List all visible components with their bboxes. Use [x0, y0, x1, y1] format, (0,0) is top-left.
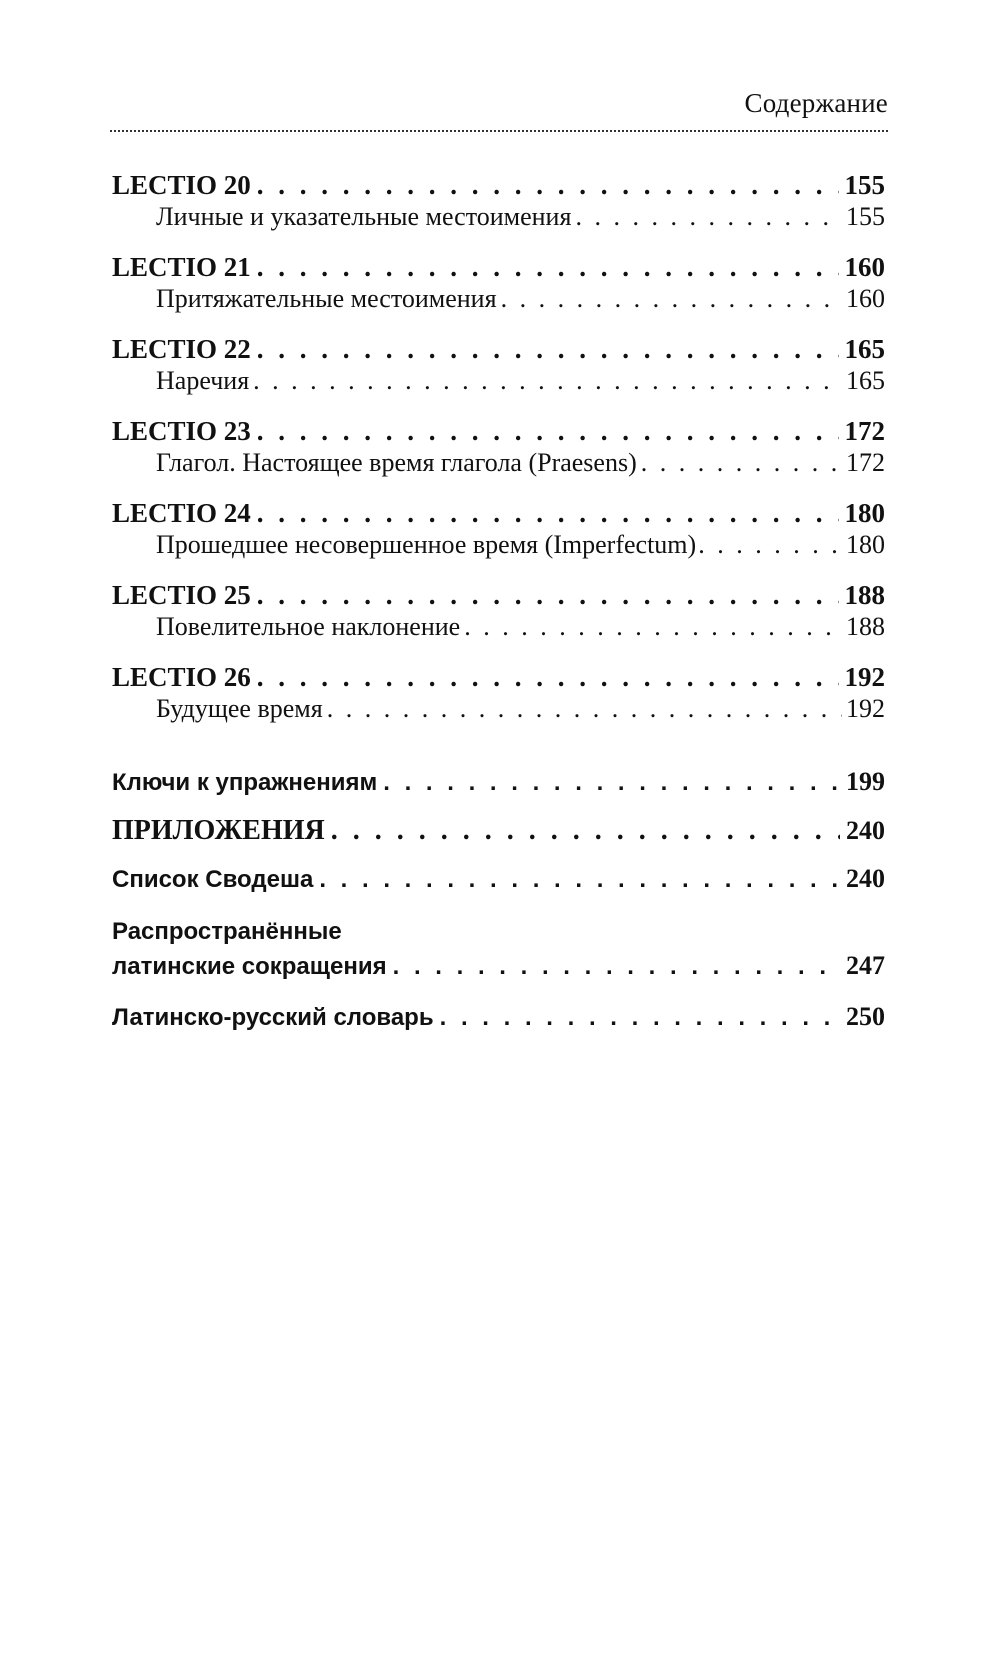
subentry-title: Наречия [156, 366, 250, 395]
toc-entry[interactable] [112, 662, 885, 693]
leader-dots [440, 1001, 840, 1035]
page-number: 188 [844, 580, 885, 610]
leader-dots [698, 529, 844, 561]
leader-dots [641, 447, 842, 479]
toc-entry-dictionary[interactable] [112, 1000, 885, 1035]
page-number: 247 [846, 951, 885, 980]
toc-subentry[interactable] [112, 693, 885, 725]
page-number: 160 [846, 284, 885, 313]
leader-dots [257, 498, 839, 529]
subentry-title: Прошедшее несовершенное время (Imperfectum) [156, 530, 697, 559]
entry-title: Латинско-русский словарь [112, 1004, 434, 1031]
entry-title: LECTIO 24 [112, 498, 251, 528]
toc-subentry[interactable] [112, 611, 885, 643]
page-number: 199 [846, 767, 885, 796]
leader-dots [319, 863, 840, 897]
page-number: 172 [846, 448, 885, 477]
toc-group-lectio-22 [112, 334, 885, 397]
leader-dots [257, 662, 839, 693]
leader-dots [575, 201, 842, 233]
subentry-title: Притяжательные местоимения [156, 284, 497, 313]
page-number: 165 [846, 366, 885, 395]
page-number: 240 [846, 816, 885, 845]
leader-dots [501, 283, 842, 315]
toc-entry[interactable] [112, 334, 885, 365]
toc-subentry[interactable] [112, 201, 885, 233]
subentry-title: Глагол. Настоящее время глагола (Praesens) [156, 448, 637, 477]
leader-dots [257, 252, 839, 283]
entry-title-line: Распространённые [112, 918, 342, 945]
toc-entry-abbreviations-line2 [112, 949, 885, 984]
toc-entry[interactable] [112, 416, 885, 447]
table-of-contents [112, 170, 885, 1035]
page-number: 155 [844, 170, 885, 200]
entry-title: латинские сокращения [112, 953, 387, 980]
toc-subentry[interactable] [112, 365, 885, 397]
leader-dots [393, 950, 840, 984]
page-number: 155 [846, 202, 885, 231]
entry-title: Список Сводеша [112, 866, 314, 893]
toc-group-lectio-21 [112, 252, 885, 315]
toc-subentry[interactable] [112, 447, 885, 479]
subentry-title: Повелительное наклонение [156, 612, 461, 641]
toc-entry[interactable] [112, 498, 885, 529]
toc-subentry[interactable] [112, 283, 885, 315]
toc-group-lectio-25 [112, 580, 885, 643]
page-number: 180 [844, 498, 885, 528]
toc-group-lectio-20 [112, 170, 885, 233]
entry-title: LECTIO 20 [112, 170, 251, 200]
dotted-rule [110, 130, 888, 132]
page-number: 160 [844, 252, 885, 282]
toc-entry[interactable] [112, 580, 885, 611]
entry-title: LECTIO 23 [112, 416, 251, 446]
page-number: 188 [846, 612, 885, 641]
leader-dots [331, 814, 840, 848]
entry-title: Ключи к упражнениям [112, 769, 378, 796]
page-number: 192 [844, 662, 885, 692]
toc-entry-abbreviations[interactable] [112, 915, 885, 984]
toc-entry[interactable] [112, 170, 885, 201]
entry-title: LECTIO 25 [112, 580, 251, 610]
leader-dots [327, 693, 842, 725]
toc-subentry[interactable] [112, 529, 885, 561]
toc-entry[interactable] [112, 252, 885, 283]
leader-dots [257, 170, 839, 201]
toc-entry-swadesh[interactable] [112, 862, 885, 897]
subentry-title: Личные и указательные местоимения [156, 202, 572, 231]
page-number: 192 [846, 694, 885, 723]
page-number: 180 [846, 530, 885, 559]
leader-dots [253, 365, 842, 397]
leader-dots [464, 611, 842, 643]
entry-title: LECTIO 22 [112, 334, 251, 364]
leader-dots [257, 334, 839, 365]
page-number: 172 [844, 416, 885, 446]
entry-title: LECTIO 21 [112, 252, 251, 282]
page-number: 250 [846, 1002, 885, 1031]
toc-group-lectio-23 [112, 416, 885, 479]
subentry-title: Будущее время [156, 694, 323, 723]
entry-title: ПРИЛОЖЕНИЯ [112, 815, 325, 846]
page-number: 240 [846, 864, 885, 893]
toc-entry-keys[interactable] [112, 765, 885, 800]
leader-dots [383, 766, 840, 800]
toc-group-lectio-26 [112, 662, 885, 725]
leader-dots [257, 416, 839, 447]
toc-group-lectio-24 [112, 498, 885, 561]
page-number: 165 [844, 334, 885, 364]
running-head: Содержание [744, 88, 888, 118]
leader-dots [257, 580, 839, 611]
toc-entry-prilozheniya[interactable] [112, 814, 885, 848]
entry-title: LECTIO 26 [112, 662, 251, 692]
